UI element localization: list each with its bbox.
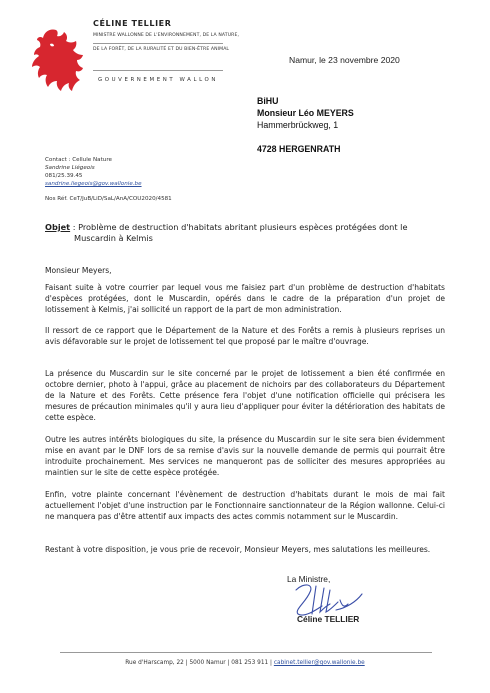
recipient-street: Hammerbrückweg, 1: [257, 120, 339, 130]
ministry-title-line1: MINISTRE WALLONNE DE L'ENVIRONNEMENT, DE LA NATURE,: [93, 33, 240, 38]
contact-name: Sandrine Liégeois: [45, 165, 95, 171]
subject-text-line1: : Problème de destruction d'habitats abritant plusieurs espèces protégées dont le: [70, 222, 408, 232]
body-paragraph: La présence du Muscardin sur le site concerné par le projet de lotissement a bien été confirmée en octobre dernier, photo à l'appui, grâce au placement de nichoirs par des collaborateurs du Département de la Nature et des Forêts. Cette présence fera l'objet d'une notification officielle qui précisera les mesures de précaution minimales qu'il y aura lieu d'appliquer pour éviter la détérioration des habitats de cette espèce.: [45, 369, 445, 422]
recipient-organization: BiHU: [257, 96, 279, 106]
body-paragraph: Il ressort de ce rapport que le Département de la Nature et des Forêts a remis à plusieurs reprises un avis défavorable sur le projet de lotissement tel que proposé par le maître d'ouvrage.: [45, 326, 445, 346]
signature-title: La Ministre,: [287, 574, 331, 584]
closing-paragraph: Restant à votre disposition, je vous prie de recevoir, Monsieur Meyers, mes salutations les meilleures.: [45, 545, 431, 554]
handwritten-signature: [286, 580, 366, 618]
letterhead-divider: [93, 70, 223, 71]
footer-email-link[interactable]: cabinet.tellier@gov.wallonie.be: [273, 660, 365, 666]
wallonia-rooster-logo: [28, 26, 84, 92]
contact-phone: 081/25.39.45: [45, 173, 83, 179]
letterhead-divider: [93, 43, 223, 44]
recipient-name: Monsieur Léo MEYERS: [257, 108, 354, 118]
contact-label: Contact : Cellule Nature: [45, 157, 112, 163]
footer-address: Rue d'Harscamp, 22 | 5000 Namur | 081 253 911 |: [125, 660, 274, 666]
subject-label: Objet: [45, 222, 71, 232]
letter-date: Namur, le 23 novembre 2020: [289, 55, 400, 65]
salutation: Monsieur Meyers,: [45, 266, 112, 275]
signatory-name: Céline TELLIER: [297, 614, 360, 624]
recipient-city: 4728 HERGENRATH: [257, 144, 341, 154]
footer-contact: [0, 660, 490, 666]
letter-subject: [45, 222, 445, 243]
subject-text-line2: Muscardin à Kelmis: [74, 232, 153, 243]
body-paragraph: Outre les autres intérêts biologiques du site, la présence du Muscardin sur le site sera bien évidemment mise en avant par le DNF lors de sa remise d'avis sur la nouvelle demande de permis qui pourrait être introduite prochainement. Mes services ne manqueront pas de solliciter des mesures appropriées au maintien sur le site de cette espèce protégée.: [45, 435, 445, 477]
reference-number: Nos Réf. CeT/JuB/LiD/SaL/AnA/COU2020/4581: [45, 196, 172, 202]
minister-name: CÉLINE TELLIER: [93, 19, 172, 28]
body-paragraph: Faisant suite à votre courrier par lequel vous me faisiez part d'un problème de destruction d'habitats d'espèces protégées, dont le Muscardin, opérés dans le cadre de la préparation d'un projet de lotissement à Kelmis, j'ai sollicité un rapport de la part de mon administration.: [45, 283, 445, 314]
government-label: GOUVERNEMENT WALLON: [98, 77, 218, 83]
ministry-title-line2: DE LA FORÊT, DE LA RURALITÉ ET DU BIEN-ÊTRE ANIMAL: [93, 47, 230, 52]
body-paragraph: Enfin, votre plainte concernant l'évènement de destruction d'habitats durant le mois de mai fait actuellement l'objet d'une instruction par le Fonctionnaire sanctionnateur de la Région wallonne. Celui-ci ne manquera pas d'être attentif aux impacts des actes commis notamment sur le Muscardin.: [45, 490, 445, 521]
contact-email-link[interactable]: sandrine.liegeois@gov.wallonie.be: [45, 181, 142, 187]
footer-divider: [60, 652, 432, 653]
